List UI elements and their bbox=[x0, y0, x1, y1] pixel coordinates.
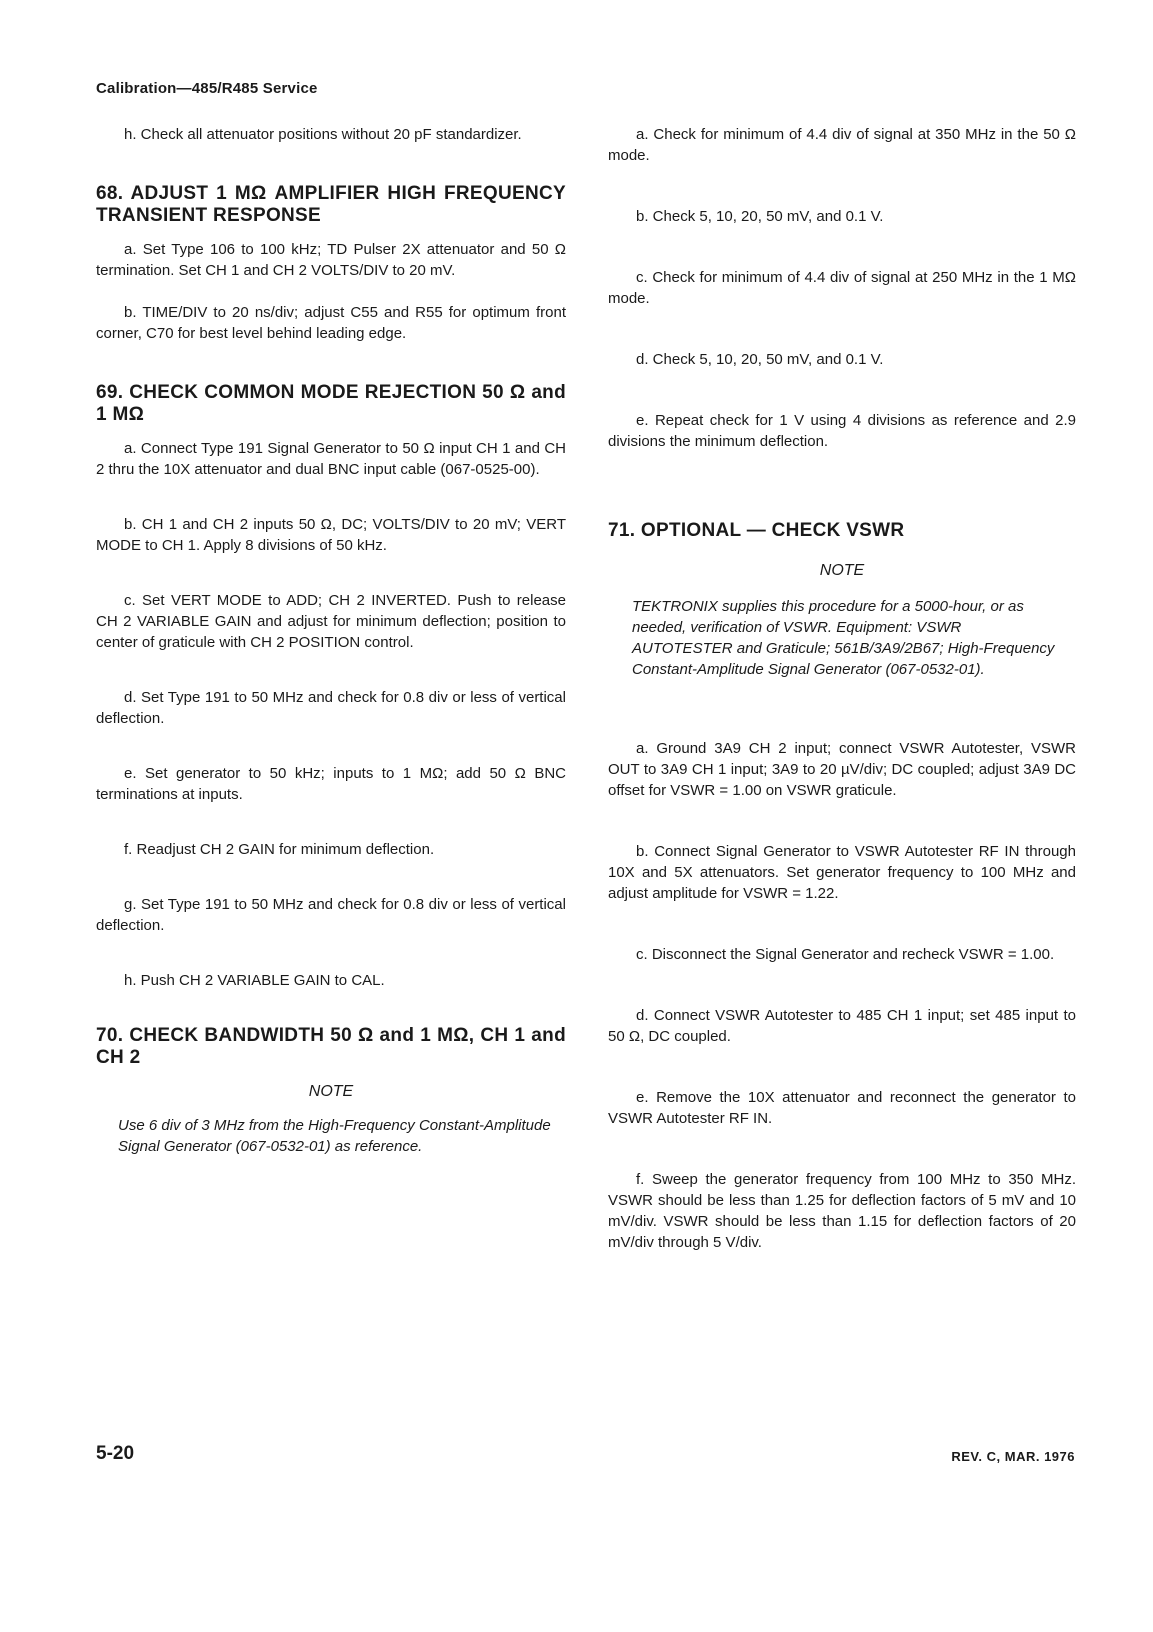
page-number: 5-20 bbox=[96, 1443, 135, 1464]
step-69e: e. Set generator to 50 kHz; inputs to 1 MΩ; add 50 Ω BNC terminations at inputs. bbox=[96, 765, 566, 803]
step-69d: d. Set Type 191 to 50 MHz and check for 0.8 div or less of vertical deflection. bbox=[96, 689, 566, 727]
revision-label: REV. C, MAR. 1976 bbox=[951, 1449, 1075, 1464]
step-70b: b. Check 5, 10, 20, 50 mV, and 0.1 V. bbox=[636, 208, 884, 225]
step-69h: h. Push CH 2 VARIABLE GAIN to CAL. bbox=[124, 972, 385, 989]
right-column bbox=[608, 124, 1076, 1253]
step-70d: d. Check 5, 10, 20, 50 mV, and 0.1 V. bbox=[636, 351, 884, 368]
note-title-71: NOTE bbox=[819, 562, 865, 579]
step-69g: g. Set Type 191 to 50 MHz and check for 0.8 div or less of vertical deflection. bbox=[96, 896, 566, 934]
step-71a: a. Ground 3A9 CH 2 input; connect VSWR Autotester, VSWR OUT to 3A9 CH 1 input; 3A9 to 20 µV/div; DC coupled; adjust 3A9 DC offset for VSWR = 1.00 on VSWR graticule. bbox=[608, 740, 1076, 799]
page-header: Calibration—485/R485 Service bbox=[96, 80, 318, 97]
step-71f: f. Sweep the generator frequency from 100 MHz to 350 MHz. VSWR should be less than 1.25 for deflection factors of 5 mV and 10 mV/div. VSWR should be less than 1.15 for deflection factors of 20 mV/div through 5 V/div. bbox=[608, 1171, 1076, 1251]
step-70a: a. Check for minimum of 4.4 div of signal at 350 MHz in the 50 Ω mode. bbox=[608, 126, 1076, 164]
left-column bbox=[96, 124, 566, 1157]
note-title-70: NOTE bbox=[308, 1083, 354, 1100]
step-71b: b. Connect Signal Generator to VSWR Autotester RF IN through 10X and 5X attenuators. Set generator frequency to 100 MHz and adjust amplitude for VSWR = 1.22. bbox=[608, 843, 1076, 902]
section-68-title: 68. ADJUST 1 MΩ AMPLIFIER HIGH FREQUENCY TRANSIENT RESPONSE bbox=[96, 183, 566, 226]
note-body-70: Use 6 div of 3 MHz from the High-Frequency Constant-Amplitude Signal Generator (067-0532-01) as reference. bbox=[118, 1117, 551, 1155]
step-70c: c. Check for minimum of 4.4 div of signal at 250 MHz in the 1 MΩ mode. bbox=[608, 269, 1076, 307]
step-67h: h. Check all attenuator positions without 20 pF standardizer. bbox=[124, 126, 522, 143]
step-69a: a. Connect Type 191 Signal Generator to 50 Ω input CH 1 and CH 2 thru the 10X attenuator and dual BNC input cable (067-0525-00). bbox=[96, 440, 566, 478]
section-69-title: 69. CHECK COMMON MODE REJECTION 50 Ω and 1 MΩ bbox=[96, 382, 566, 425]
step-69b: b. CH 1 and CH 2 inputs 50 Ω, DC; VOLTS/DIV to 20 mV; VERT MODE to CH 1. Apply 8 divisions of 50 kHz. bbox=[96, 516, 566, 554]
section-70-title: 70. CHECK BANDWIDTH 50 Ω and 1 MΩ, CH 1 and CH 2 bbox=[96, 1025, 566, 1068]
step-70e: e. Repeat check for 1 V using 4 divisions as reference and 2.9 divisions the minimum deflection. bbox=[608, 412, 1076, 450]
step-71e: e. Remove the 10X attenuator and reconnect the generator to VSWR Autotester RF IN. bbox=[608, 1089, 1076, 1127]
section-71-title: 71. OPTIONAL — CHECK VSWR bbox=[608, 520, 905, 541]
step-68b: b. TIME/DIV to 20 ns/div; adjust C55 and R55 for optimum front corner, C70 for best level behind leading edge. bbox=[96, 304, 566, 342]
step-68a: a. Set Type 106 to 100 kHz; TD Pulser 2X attenuator and 50 Ω termination. Set CH 1 and CH 2 VOLTS/DIV to 20 mV. bbox=[96, 241, 566, 279]
step-69c: c. Set VERT MODE to ADD; CH 2 INVERTED. Push to release CH 2 VARIABLE GAIN and adjust for minimum deflection; position to center of graticule with CH 2 POSITION control. bbox=[96, 592, 566, 651]
step-69f: f. Readjust CH 2 GAIN for minimum deflection. bbox=[124, 841, 435, 858]
step-71c: c. Disconnect the Signal Generator and recheck VSWR = 1.00. bbox=[636, 946, 1055, 963]
step-71d: d. Connect VSWR Autotester to 485 CH 1 input; set 485 input to 50 Ω, DC coupled. bbox=[608, 1007, 1076, 1045]
note-body-71: TEKTRONIX supplies this procedure for a 5000-hour, or as needed, verification of VSWR. Equipment: VSWR AUTOTESTER and Graticule; 561B/3A9/2B67; High-Frequency Constant-Amplitude Signal Generator (067-0532-01). bbox=[632, 598, 1055, 678]
